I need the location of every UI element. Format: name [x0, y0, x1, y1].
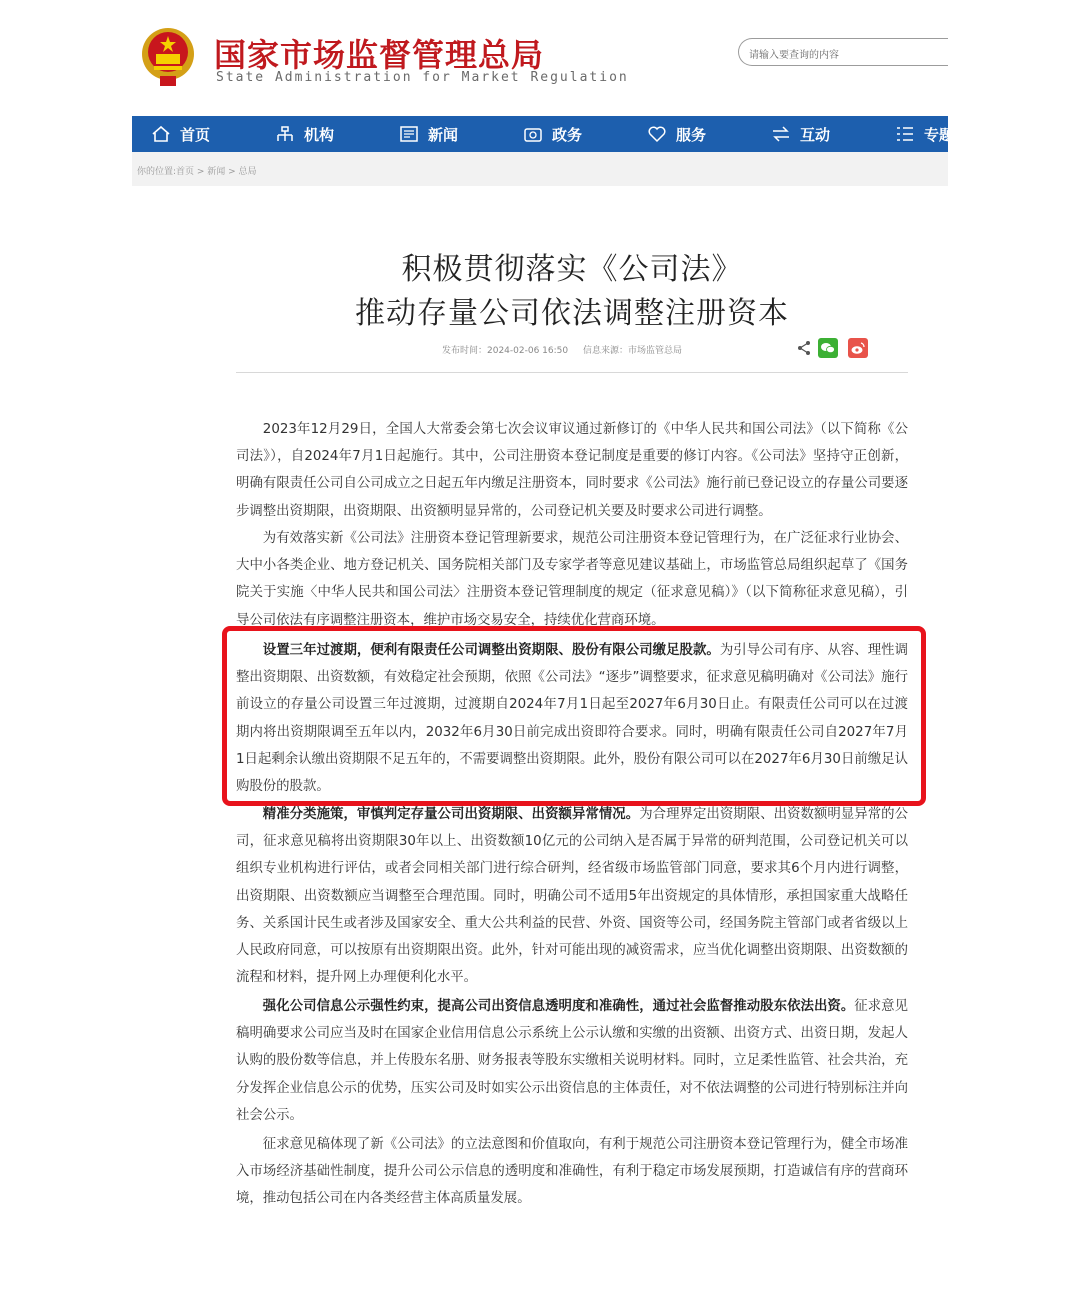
search-input[interactable]: 请输入要查询的内容 — [738, 38, 948, 66]
share-icon[interactable] — [797, 340, 811, 356]
news-icon — [400, 126, 418, 142]
nav-label: 互动 — [800, 125, 831, 144]
weibo-share-icon[interactable] — [848, 338, 868, 358]
topic-icon — [896, 126, 914, 142]
nav-label: 首页 — [180, 125, 211, 144]
paragraph-text: 为合理界定出资期限、出资数额明显异常的公司，征求意见稿将出资期限30年以上、出资数额10亿元的公司纳入是否属于异常的研判范围，公司登记机关可以组织专业机构进行评估，或者会同相关部门进行综合研判，经省级市场监管部门同意，要求其6个月内进行调整，出资期限、出资数额应当调整至合理范围。同时，明确公司不适用5年出资规定的具体情形，承担国家重大战略任务、关系国计民生或者涉及国家安全、重大公共利益的民营、外资、国资等公司，经国务院主管部门或者省级以上人民政府同意，可以按原有出资期限出资。此外，针对可能出现的减资需求，应当优化调整出资期限、出资数额的流程和材料，提升网上办理便利化水平。 — [236, 807, 909, 986]
nav-item-service[interactable] — [648, 116, 706, 152]
article-paragraph-4 — [236, 801, 908, 991]
article-title-line2: 推动存量公司依法调整注册资本 — [355, 296, 789, 331]
national-emblem-icon — [140, 24, 196, 88]
title-divider — [236, 372, 908, 373]
nav-label: 专题 — [924, 125, 955, 144]
article-paragraph-2: 为有效落实新《公司法》注册资本登记管理新要求，规范公司注册资本登记管理行为，在广泛征求行业协会、大中小各类企业、地方登记机关、国务院相关部门及专家学者等意见建议基础上，市场监管总局组织起草了《国务院关于实施〈中华人民共和国公司法〉注册资本登记管理制度的规定（征求意见稿）》（以下简称征求意见稿），引导公司依法有序调整注册资本，维护市场交易安全，持续优化营商环境。 — [236, 531, 908, 628]
nav-item-news[interactable] — [400, 116, 458, 152]
wechat-share-icon[interactable] — [818, 338, 838, 358]
exchange-icon — [772, 126, 790, 142]
nav-label: 服务 — [676, 125, 707, 144]
nav-item-interact[interactable] — [772, 116, 830, 152]
nav-item-org[interactable] — [276, 116, 334, 152]
article-title-line1: 积极贯彻落实《公司法》 — [401, 252, 743, 287]
org-icon — [276, 126, 294, 142]
paragraph-lead: 强化公司信息公示强性约束，提高公司出资信息透明度和准确性，通过社会监督推动股东依法出资。 — [262, 999, 855, 1014]
article-meta — [442, 343, 694, 356]
nav-item-gov[interactable] — [524, 116, 582, 152]
article-paragraph-1: 2023年12月29日，全国人大常委会第七次会议审议通过新修订的《中华人民共和国公司法》（以下简称《公司法》），自2024年7月1日起施行。其中，公司注册资本登记制度是重要的修订内容。《公司法》坚持守正创新，明确有限责任公司自公司成立之日起五年内缴足注册资本，同时要求《公司法》施行前已登记设立的存量公司要逐步调整出资期限，出资期限、出资额明显异常的，公司登记机关要及时要求公司进行调整。 — [236, 422, 908, 519]
nav-item-topic[interactable] — [896, 116, 954, 152]
paragraph-lead: 精准分类施策，审慎判定存量公司出资期限、出资额异常情况。 — [262, 807, 640, 822]
nav-label: 政务 — [552, 125, 583, 144]
nav-label: 新闻 — [428, 125, 459, 144]
article-paragraph-5 — [236, 993, 908, 1129]
article-paragraph-6: 征求意见稿体现了新《公司法》的立法意图和价值取向，有利于规范公司注册资本登记管理行为，健全市场准入市场经济基础性制度，提升公司公示信息的透明度和准确性，有利于稳定市场发展预期，打造诚信有序的营商环境，推动包括公司在内各类经营主体高质量发展。 — [236, 1137, 908, 1207]
site-subtitle: State Administration for Market Regulation — [216, 70, 629, 85]
nav-label: 机构 — [304, 125, 335, 144]
site-title[interactable]: 国家市场监督管理总局 — [214, 36, 545, 74]
main-nav — [132, 116, 955, 152]
publish-time: 发布时间：2024-02-06 16:50 — [442, 346, 569, 356]
heart-icon — [648, 126, 666, 142]
breadcrumb[interactable]: 你的位置:首页 > 新闻 > 总局 — [137, 167, 257, 177]
paragraph-text: 为引导公司有序、从容、理性调整出资期限、出资数额，有效稳定社会预期，依照《公司法》“逐步”调整要求，征求意见稿明确对《公司法》施行前设立的存量公司设置三年过渡期，过渡期自2024年7月1日起至2027年6月30日止。有限责任公司可以在过渡期内将出资期限调至五年以内，2032年6月30日前完成出资即符合要求。同时，明确有限责任公司自2027年7月1日起剩余认缴出资期限不足五年的，不需要调整出资期限。此外，股份有限公司可以在2027年6月30日前缴足认购股份的股款。 — [236, 643, 909, 795]
paragraph-text: 征求意见稿明确要求公司应当及时在国家企业信用信息公示系统上公示认缴和实缴的出资额、出资方式、出资日期，发起人认购的股份数等信息，并上传股东名册、财务报表等股东实缴相关说明材料。同时，立足柔性监管、社会共治，充分发挥企业信息公示的优势，压实公司及时如实公示出资信息的主体责任，对不依法调整的公司进行特别标注并向社会公示。 — [236, 999, 909, 1123]
highlight-annotation-box — [222, 626, 926, 806]
home-icon — [152, 126, 170, 142]
info-source: 信息来源：市场监管总局 — [582, 346, 682, 356]
gov-icon — [524, 126, 542, 142]
nav-item-home[interactable] — [152, 116, 210, 152]
paragraph-lead: 设置三年过渡期，便利有限责任公司调整出资期限、股份有限公司缴足股款。 — [262, 643, 720, 658]
